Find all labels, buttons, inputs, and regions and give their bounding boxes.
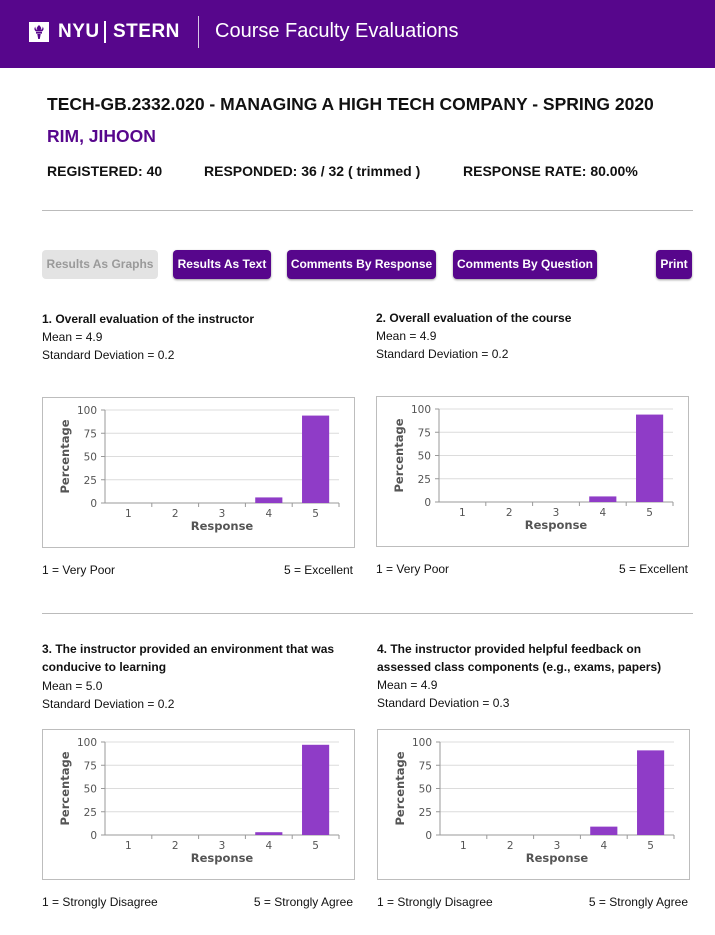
y-tick-label: 50 bbox=[417, 450, 431, 463]
question-title: 1. Overall evaluation of the instructor bbox=[42, 312, 255, 326]
bar-5 bbox=[636, 415, 663, 502]
y-tick-label: 100 bbox=[411, 737, 432, 749]
response-rate: RESPONSE RATE: 80.00% bbox=[463, 163, 638, 179]
question-title: 4. The instructor provided helpful feedback on assessed class components (e.g., exams, papers) bbox=[377, 642, 662, 674]
question-mean: Mean = 4.9 bbox=[376, 329, 437, 343]
x-tick-label: 2 bbox=[171, 508, 179, 520]
y-tick-label: 0 bbox=[90, 830, 97, 842]
x-axis-title: Response bbox=[190, 519, 254, 533]
x-tick-label: 3 bbox=[552, 507, 560, 519]
y-tick-label: 0 bbox=[424, 497, 431, 509]
x-tick-label: 5 bbox=[312, 840, 319, 852]
x-axis-title: Response bbox=[525, 851, 589, 865]
x-tick-label: 3 bbox=[218, 840, 226, 852]
responded-count: RESPONDED: 36 / 32 ( trimmed ) bbox=[204, 163, 421, 179]
question-mean: Mean = 5.0 bbox=[42, 679, 103, 693]
x-tick-label: 1 bbox=[460, 840, 467, 852]
x-tick-label: 4 bbox=[600, 840, 608, 852]
bar-5 bbox=[302, 416, 329, 503]
y-tick-label: 75 bbox=[417, 427, 431, 440]
y-tick-label: 75 bbox=[418, 760, 432, 773]
x-tick-label: 2 bbox=[506, 840, 514, 852]
registered-count: REGISTERED: 40 bbox=[47, 163, 163, 179]
question-std-dev: Standard Deviation = 0.2 bbox=[42, 348, 175, 362]
logo-stern: STERN bbox=[113, 21, 180, 42]
app-title: Course Faculty Evaluations bbox=[215, 20, 459, 42]
bar-chart bbox=[42, 397, 355, 548]
y-tick-label: 50 bbox=[83, 783, 97, 796]
question-std-dev: Standard Deviation = 0.3 bbox=[377, 696, 510, 710]
question-std-dev: Standard Deviation = 0.2 bbox=[42, 697, 175, 711]
y-tick-label: 0 bbox=[90, 498, 97, 510]
y-tick-label: 25 bbox=[417, 473, 431, 486]
y-tick-label: 25 bbox=[83, 474, 97, 487]
question-std-dev: Standard Deviation = 0.2 bbox=[376, 347, 509, 361]
bar-4 bbox=[255, 497, 282, 503]
scale-low-label: 1 = Strongly Disagree bbox=[377, 895, 493, 909]
bar-chart bbox=[377, 729, 690, 880]
y-tick-label: 25 bbox=[418, 806, 432, 819]
y-axis-title: Percentage bbox=[392, 418, 406, 493]
question-mean: Mean = 4.9 bbox=[42, 330, 103, 344]
x-axis-title: Response bbox=[524, 518, 588, 532]
y-tick-label: 25 bbox=[83, 806, 97, 819]
scale-high-label: 5 = Excellent bbox=[618, 562, 688, 576]
print-button[interactable]: Print bbox=[656, 250, 692, 279]
scale-high-label: 5 = Strongly Agree bbox=[588, 895, 688, 909]
comments-by-response-button[interactable]: Comments By Response bbox=[287, 250, 436, 279]
app-header bbox=[0, 0, 715, 68]
x-tick-label: 4 bbox=[599, 507, 607, 519]
scale-high-label: 5 = Strongly Agree bbox=[253, 895, 353, 909]
y-tick-label: 75 bbox=[83, 428, 97, 441]
section-divider bbox=[42, 613, 693, 614]
scale-low-label: 1 = Very Poor bbox=[376, 562, 450, 576]
y-tick-label: 100 bbox=[410, 404, 431, 416]
logo-separator bbox=[104, 21, 106, 43]
course-title: TECH-GB.2332.020 - MANAGING A HIGH TECH COMPANY - SPRING 2020 bbox=[47, 94, 654, 114]
y-tick-label: 100 bbox=[76, 405, 97, 417]
x-tick-label: 1 bbox=[125, 840, 132, 852]
scale-low-label: 1 = Strongly Disagree bbox=[42, 895, 158, 909]
question-mean: Mean = 4.9 bbox=[377, 678, 438, 692]
bar-5 bbox=[637, 750, 664, 835]
x-tick-label: 4 bbox=[265, 508, 273, 520]
bar-5 bbox=[302, 745, 329, 835]
y-axis-title: Percentage bbox=[393, 751, 407, 826]
x-tick-label: 3 bbox=[553, 840, 561, 852]
x-tick-label: 4 bbox=[265, 840, 273, 852]
y-tick-label: 50 bbox=[418, 783, 432, 796]
y-axis-title: Percentage bbox=[58, 751, 72, 826]
torch-icon bbox=[29, 22, 49, 42]
x-tick-label: 1 bbox=[459, 507, 466, 519]
scale-high-label: 5 = Excellent bbox=[283, 563, 353, 577]
y-tick-label: 0 bbox=[425, 830, 432, 842]
bar-4 bbox=[255, 832, 282, 835]
results-as-graphs-button[interactable]: Results As Graphs bbox=[42, 250, 158, 279]
question-title: 2. Overall evaluation of the course bbox=[376, 311, 572, 325]
y-tick-label: 75 bbox=[83, 760, 97, 773]
y-axis-title: Percentage bbox=[58, 419, 72, 494]
x-axis-title: Response bbox=[190, 851, 254, 865]
question-title: 3. The instructor provided an environment that was conducive to learning bbox=[42, 642, 335, 674]
bar-chart bbox=[376, 396, 689, 547]
y-tick-label: 50 bbox=[83, 451, 97, 464]
x-tick-label: 5 bbox=[647, 840, 654, 852]
x-tick-label: 5 bbox=[312, 508, 319, 520]
x-tick-label: 1 bbox=[125, 508, 132, 520]
comments-by-question-button[interactable]: Comments By Question bbox=[453, 250, 597, 279]
x-tick-label: 2 bbox=[171, 840, 179, 852]
logo-nyu: NYU bbox=[58, 21, 100, 42]
results-as-text-button[interactable]: Results As Text bbox=[173, 250, 271, 279]
x-tick-label: 5 bbox=[646, 507, 653, 519]
instructor-name: RIM, JIHOON bbox=[47, 126, 156, 146]
scale-low-label: 1 = Very Poor bbox=[42, 563, 116, 577]
y-tick-label: 100 bbox=[76, 737, 97, 749]
header-divider bbox=[198, 16, 199, 48]
x-tick-label: 2 bbox=[505, 507, 513, 519]
section-divider bbox=[42, 210, 693, 211]
bar-4 bbox=[590, 827, 617, 835]
bar-4 bbox=[589, 496, 616, 502]
bar-chart bbox=[42, 729, 355, 880]
x-tick-label: 3 bbox=[218, 508, 226, 520]
